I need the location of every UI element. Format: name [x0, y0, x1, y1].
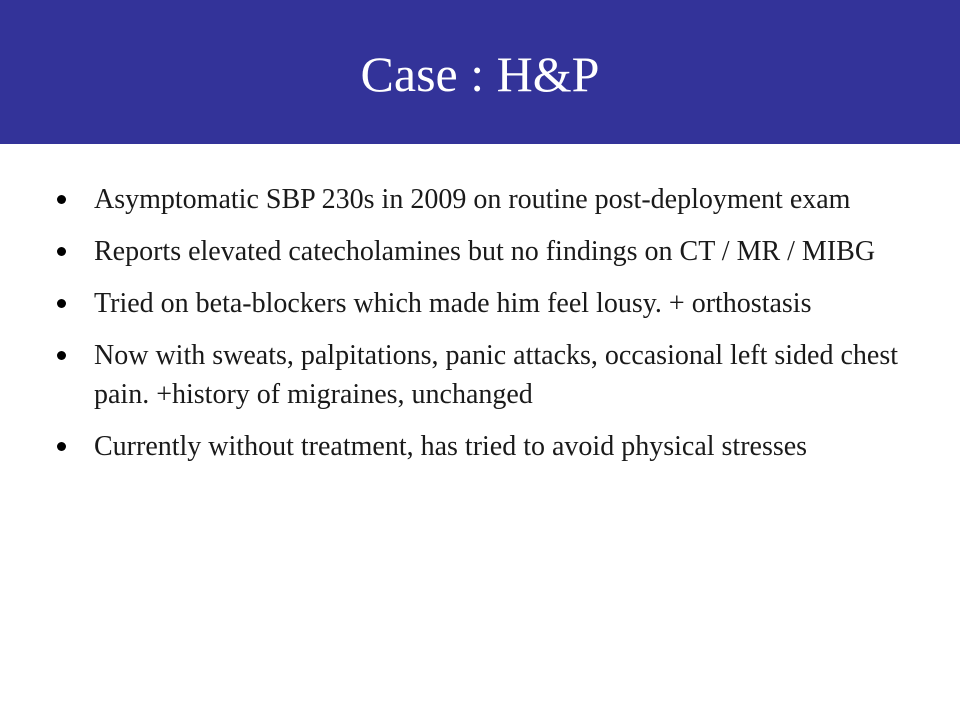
bullet-item — [57, 180, 917, 219]
bullet-list — [57, 180, 917, 479]
bullet-dot-icon — [57, 247, 66, 256]
bullet-text: Tried on beta-blockers which made him feel lousy. + orthostasis — [94, 288, 812, 319]
bullet-dot-icon — [57, 195, 66, 204]
slide-title: Case : H&P — [360, 46, 600, 102]
bullet-text: Asymptomatic SBP 230s in 2009 on routine post-deployment exam — [94, 184, 851, 215]
bullet-item — [57, 427, 917, 466]
bullet-dot-icon — [57, 351, 66, 360]
bullet-text: Reports elevated catecholamines but no findings on CT / MR / MIBG — [94, 236, 876, 267]
title-bar — [0, 0, 960, 144]
bullet-text: Currently without treatment, has tried to avoid physical stresses — [94, 431, 808, 462]
bullet-dot-icon — [57, 442, 66, 451]
bullet-item — [57, 284, 917, 323]
bullet-item — [57, 336, 917, 414]
bullet-item — [57, 232, 917, 271]
bullet-dot-icon — [57, 299, 66, 308]
bullet-text: Now with sweats, palpitations, panic attacks, occasional left sided chest pain. +history of migraines, unchanged — [94, 340, 899, 410]
